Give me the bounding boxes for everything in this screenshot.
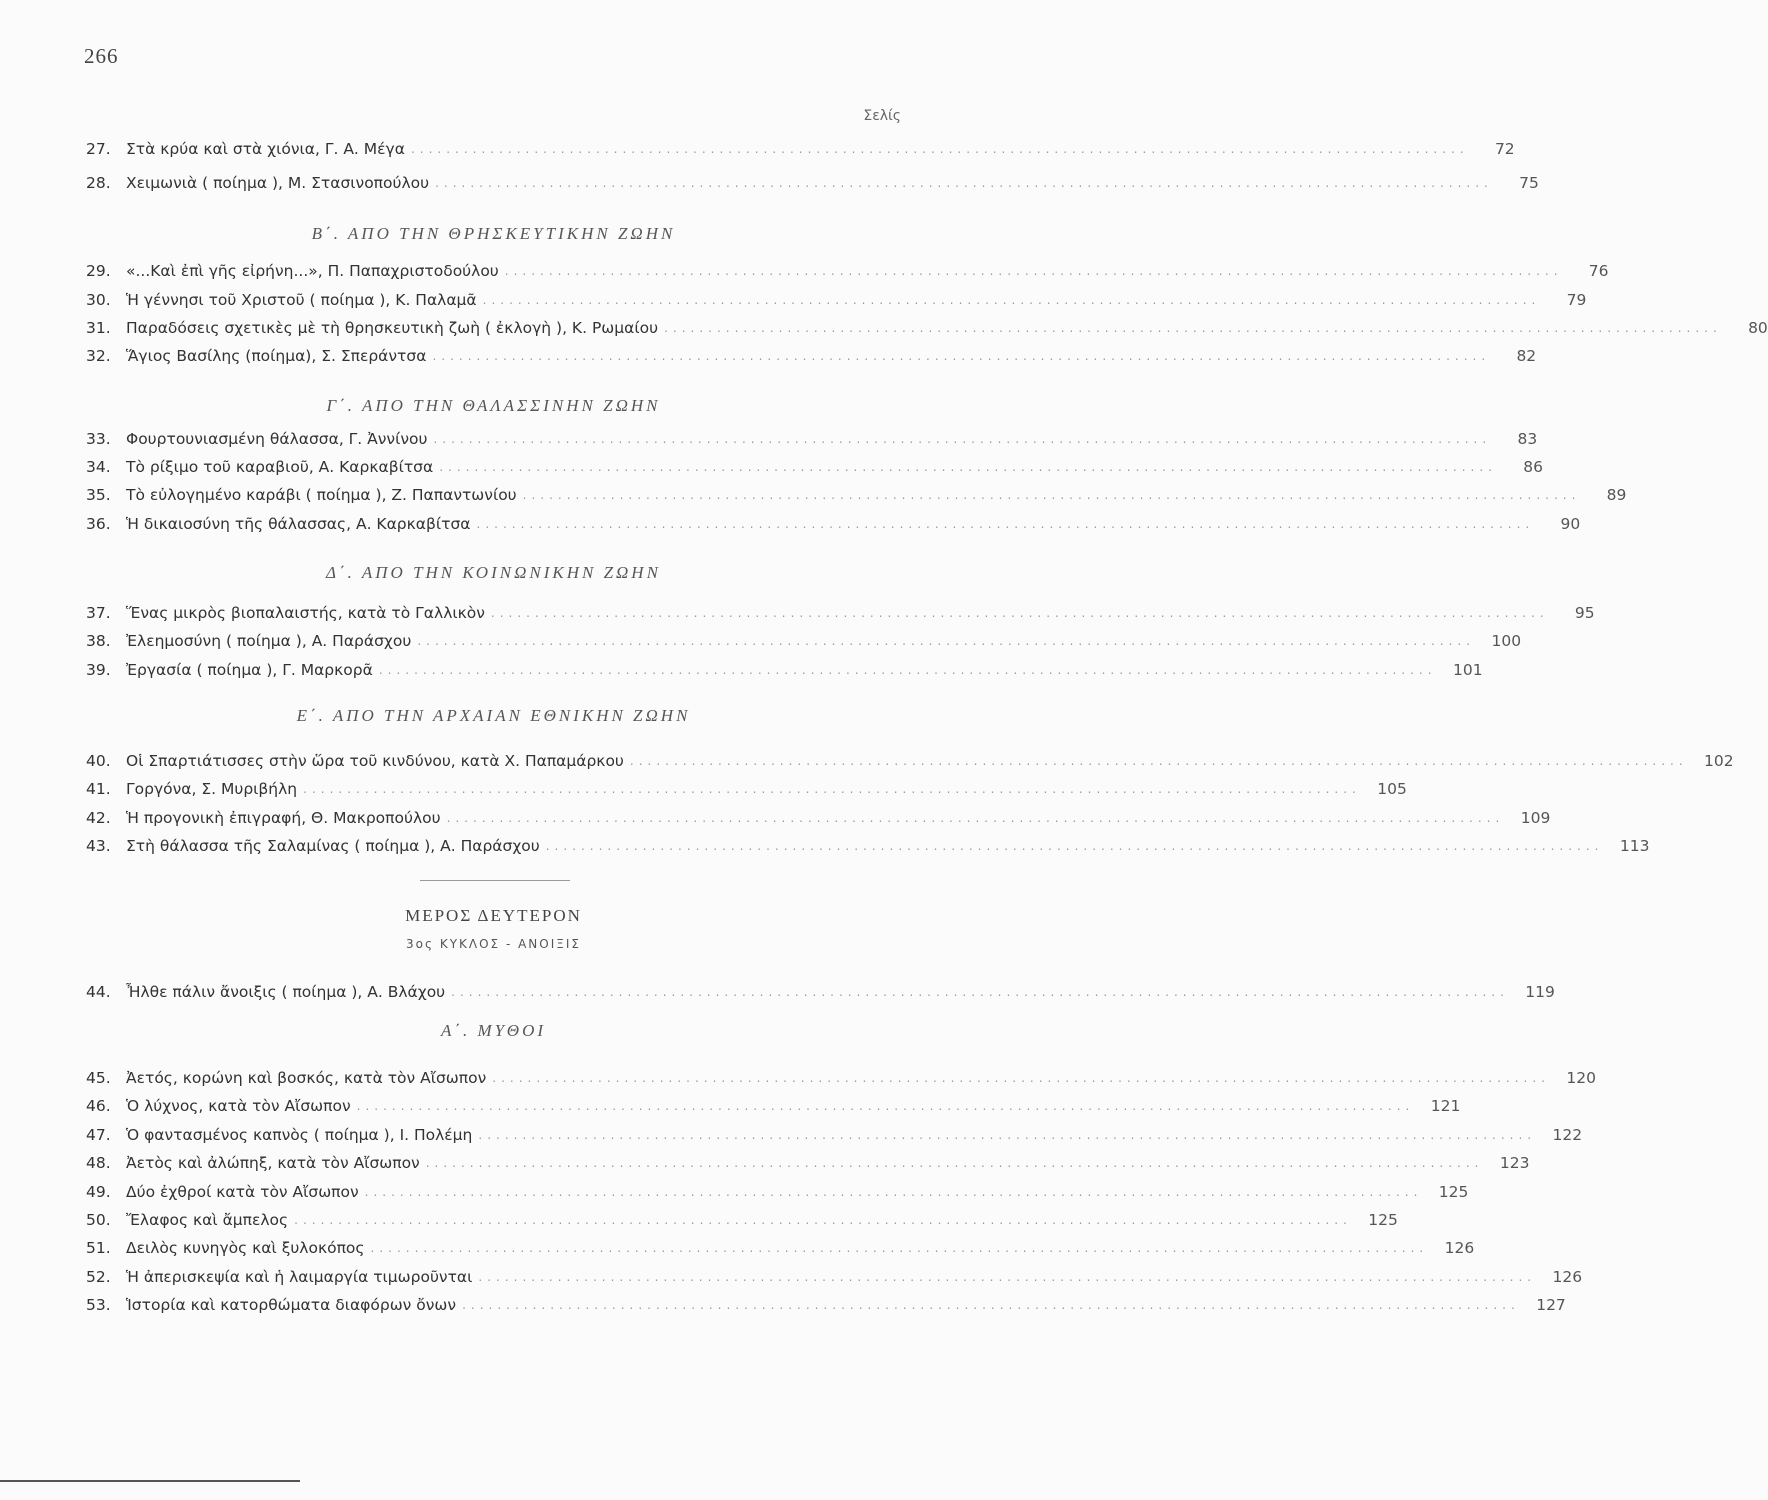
pages-column-header: Σελίς [863, 108, 901, 124]
entry-title: Ἡ δικαιοσύνη τῆς θάλασσας, Α. Καρκαβίτσα [126, 515, 471, 533]
dot-leader: ........................................................................................................................ [364, 1185, 1423, 1199]
entry-title: Τὸ εὐλογημένο καράβι ( ποίημα ), Ζ. Παπαντωνίου [126, 486, 517, 504]
dot-leader: ........................................................................................................................ [433, 432, 1492, 446]
dot-leader: ........................................................................................................................ [492, 1071, 1550, 1085]
dot-leader: ........................................................................................................................ [417, 634, 1476, 648]
entry-title: Γοργόνα, Σ. Μυριβήλη [126, 780, 298, 798]
toc-entry [86, 1151, 1530, 1175]
entry-page: 113 [1619, 837, 1650, 855]
entry-page: 75 [1519, 174, 1539, 192]
entry-page: 125 [1368, 1211, 1398, 1229]
toc-entry [86, 1180, 1469, 1204]
toc-entry [86, 980, 1555, 1004]
dot-leader: ........................................................................................................................ [476, 517, 1535, 531]
entry-title: Ὁ φαντασμένος καπνὸς ( ποίημα ), Ι. Πολέμη [126, 1126, 473, 1144]
entry-number: 28. [86, 174, 111, 192]
toc-entry [86, 316, 1768, 340]
toc-entry [86, 1094, 1461, 1118]
entry-title: Ἅγιος Βασίλης (ποίημα), Σ. Σπεράντσα [126, 347, 427, 365]
entry-number: 42. [86, 809, 111, 827]
toc-entry [86, 259, 1609, 283]
dot-leader: ........................................................................................................................ [356, 1099, 1415, 1113]
entry-title: Ἦλθε πάλιν ἄνοιξις ( ποίημα ), Α. Βλάχου [126, 983, 446, 1001]
entry-page: 86 [1523, 458, 1543, 476]
dot-leader: ........................................................................................................................ [451, 985, 1509, 999]
entry-page: 123 [1499, 1154, 1530, 1172]
toc-entry [86, 658, 1483, 682]
entry-page: 119 [1525, 983, 1555, 1001]
entry-title: Ἀετὸς καὶ ἀλώπηξ, κατὰ τὸν Αἴσωπον [126, 1154, 420, 1172]
bottom-rule [0, 1480, 300, 1482]
entry-number: 48. [86, 1154, 111, 1172]
entry-title: Στὴ θάλασσα τῆς Σαλαμίνας ( ποίημα ), Α. Παράσχου [126, 837, 540, 855]
entry-page: 95 [1574, 604, 1595, 622]
toc-entry [86, 1123, 1583, 1147]
entry-page: 126 [1444, 1239, 1475, 1257]
entry-title: Ἐλεημοσύνη ( ποίημα ), Α. Παράσχου [126, 632, 412, 650]
dot-leader: ........................................................................................................................ [664, 321, 1722, 335]
entry-number: 53. [86, 1296, 111, 1314]
entry-title: Τὸ ρίξιμο τοῦ καραβιοῦ, Α. Καρκαβίτσα [126, 458, 434, 476]
toc-entry [86, 1293, 1566, 1317]
section-heading: Δ΄. ΑΠΟ ΤΗΝ ΚΟΙΝΩΝΙΚΗΝ ΖΩΗΝ [326, 563, 661, 582]
cycle-title: 3ος ΚΥΚΛΟΣ - ΑΝΟΙΞΙΣ [406, 937, 581, 951]
entry-number: 32. [86, 347, 111, 365]
toc-entry [86, 137, 1515, 161]
entry-number: 49. [86, 1183, 111, 1201]
entry-number: 43. [86, 837, 111, 855]
entry-number: 50. [86, 1211, 111, 1229]
section-heading: Ε΄. ΑΠΟ ΤΗΝ ΑΡΧΑΙΑΝ ΕΘΝΙΚΗΝ ΖΩΗΝ [296, 706, 691, 725]
section-heading: Γ΄. ΑΠΟ ΤΗΝ ΘΑΛΑΣΣΙΝΗΝ ΖΩΗΝ [326, 396, 661, 415]
dot-leader: ........................................................................................................................ [435, 176, 1493, 190]
toc-entry [86, 601, 1595, 625]
dot-leader: ........................................................................................................................ [425, 1156, 1484, 1170]
entry-page: 90 [1560, 515, 1581, 533]
entry-page: 83 [1517, 430, 1538, 448]
entry-title: Ἕνας μικρὸς βιοπαλαιστής, κατὰ τὸ Γαλλικὸν [126, 604, 485, 622]
entry-title: Δύο ἐχθροί κατὰ τὸν Αἴσωπον [126, 1183, 359, 1201]
entry-number: 31. [86, 319, 111, 337]
entry-page: 76 [1588, 262, 1609, 280]
entry-page: 82 [1516, 347, 1537, 365]
entry-number: 29. [86, 262, 111, 280]
entry-number: 36. [86, 515, 111, 533]
toc-entry [86, 171, 1539, 195]
entry-number: 37. [86, 604, 111, 622]
section-divider [420, 880, 570, 881]
dot-leader: ........................................................................................................................ [294, 1213, 1352, 1227]
entry-number: 27. [86, 140, 111, 158]
entry-number: 51. [86, 1239, 111, 1257]
section-heading: Α΄. ΜΥΘΟΙ [440, 1021, 547, 1040]
entry-title: Ἡ προγονικὴ ἐπιγραφή, Θ. Μακροπούλου [126, 809, 441, 827]
dot-leader: ........................................................................................................................ [478, 1128, 1537, 1142]
toc-entry [86, 1236, 1475, 1260]
entry-title: Χειμωνιὰ ( ποίημα ), Μ. Στασινοπούλου [126, 174, 430, 192]
entry-title: Ἔλαφος καὶ ἄμπελος [126, 1211, 289, 1229]
entry-title: Ὁ λύχνος, κατὰ τὸν Αἴσωπον [126, 1097, 351, 1115]
entry-number: 45. [86, 1069, 111, 1087]
dot-leader: ........................................................................................................................ [545, 839, 1604, 853]
entry-page: 100 [1491, 632, 1522, 650]
entry-page: 127 [1536, 1296, 1566, 1314]
dot-leader: ........................................................................................................................ [439, 460, 1497, 474]
entry-number: 52. [86, 1268, 111, 1286]
entry-page: 120 [1566, 1069, 1596, 1087]
entry-title: Φουρτουνιασμένη θάλασσα, Γ. Ἀννίνου [126, 430, 428, 448]
entry-number: 33. [86, 430, 111, 448]
dot-leader: ........................................................................................................................ [462, 1298, 1520, 1312]
dot-leader: ........................................................................................................................ [482, 293, 1541, 307]
toc-entry [86, 629, 1522, 653]
entry-page: 121 [1430, 1097, 1461, 1115]
part-title: ΜΕΡΟΣ ΔΕΥΤΕΡΟΝ [405, 906, 582, 925]
entry-title: Ἱστορία καὶ κατορθώματα διαφόρων ὄνων [126, 1296, 457, 1314]
entry-page: 79 [1566, 291, 1587, 309]
entry-number: 39. [86, 661, 111, 679]
entry-title: Ἀετός, κορώνη καὶ βοσκός, κατὰ τὸν Αἴσωπον [126, 1069, 487, 1087]
toc-entry [86, 777, 1407, 801]
page-number: 266 [84, 44, 119, 68]
entry-title: Ἡ ἀπερισκεψία καὶ ἡ λαιμαργία τιμωροῦνται [126, 1268, 473, 1286]
entry-number: 38. [86, 632, 111, 650]
toc-entry [86, 483, 1627, 507]
dot-leader: ........................................................................................................................ [410, 142, 1469, 156]
entry-page: 101 [1452, 661, 1483, 679]
toc-entry [86, 806, 1551, 830]
entry-page: 109 [1520, 809, 1551, 827]
entry-title: Ἐργασία ( ποίημα ), Γ. Μαρκορᾶ [126, 661, 373, 679]
entry-title: «...Καὶ ἐπὶ γῆς εἰρήνη...», Π. Παπαχριστοδούλου [126, 262, 499, 280]
entry-page: 125 [1438, 1183, 1469, 1201]
entry-number: 46. [86, 1097, 111, 1115]
entry-page: 72 [1494, 140, 1515, 158]
entry-number: 47. [86, 1126, 111, 1144]
dot-leader: ........................................................................................................................ [378, 663, 1437, 677]
dot-leader: ........................................................................................................................ [446, 811, 1505, 825]
entry-page: 122 [1552, 1126, 1583, 1144]
entry-number: 41. [86, 780, 111, 798]
toc-entry [86, 344, 1537, 368]
entry-page: 126 [1552, 1268, 1583, 1286]
entry-page: 102 [1704, 752, 1734, 770]
entry-title: Παραδόσεις σχετικὲς μὲ τὴ θρησκευτικὴ ζωὴ ( ἐκλογὴ ), Κ. Ρωμαίου [126, 319, 659, 337]
toc-entry [86, 288, 1587, 312]
entry-page: 80 [1748, 319, 1768, 337]
entry-number: 34. [86, 458, 111, 476]
dot-leader: ........................................................................................................................ [522, 488, 1581, 502]
toc-entry [86, 834, 1650, 858]
dot-leader: ........................................................................................................................ [432, 349, 1491, 363]
entry-title: Στὰ κρύα καὶ στὰ χιόνια, Γ. Α. Μέγα [126, 140, 405, 158]
toc-entry [86, 455, 1543, 479]
toc-entry [86, 1265, 1583, 1289]
dot-leader: ........................................................................................................................ [478, 1270, 1537, 1284]
entry-page: 89 [1606, 486, 1627, 504]
entry-number: 35. [86, 486, 111, 504]
entry-page: 105 [1377, 780, 1407, 798]
toc-entry [86, 1066, 1596, 1090]
dot-leader: ........................................................................................................................ [629, 754, 1688, 768]
entry-title: Οἱ Σπαρτιάτισσες στὴν ὥρα τοῦ κινδύνου, κατὰ Χ. Παπαμάρκου [126, 752, 624, 770]
toc-entry [86, 1208, 1398, 1232]
entry-title: Ἡ γέννησι τοῦ Χριστοῦ ( ποίημα ), Κ. Παλαμᾶ [126, 291, 477, 309]
dot-leader: ........................................................................................................................ [370, 1241, 1429, 1255]
entry-number: 30. [86, 291, 111, 309]
dot-leader: ........................................................................................................................ [303, 782, 1361, 796]
toc-entry [86, 749, 1734, 773]
toc-entry [86, 512, 1581, 536]
section-heading: Β΄. ΑΠΟ ΤΗΝ ΘΡΗΣΚΕΥΤΙΚΗΝ ΖΩΗΝ [311, 224, 676, 243]
toc-entry [86, 427, 1538, 451]
dot-leader: ........................................................................................................................ [490, 606, 1549, 620]
entry-number: 40. [86, 752, 111, 770]
entry-number: 44. [86, 983, 111, 1001]
dot-leader: ........................................................................................................................ [504, 264, 1563, 278]
entry-title: Δειλὸς κυνηγὸς καὶ ξυλοκόπος [126, 1239, 365, 1257]
